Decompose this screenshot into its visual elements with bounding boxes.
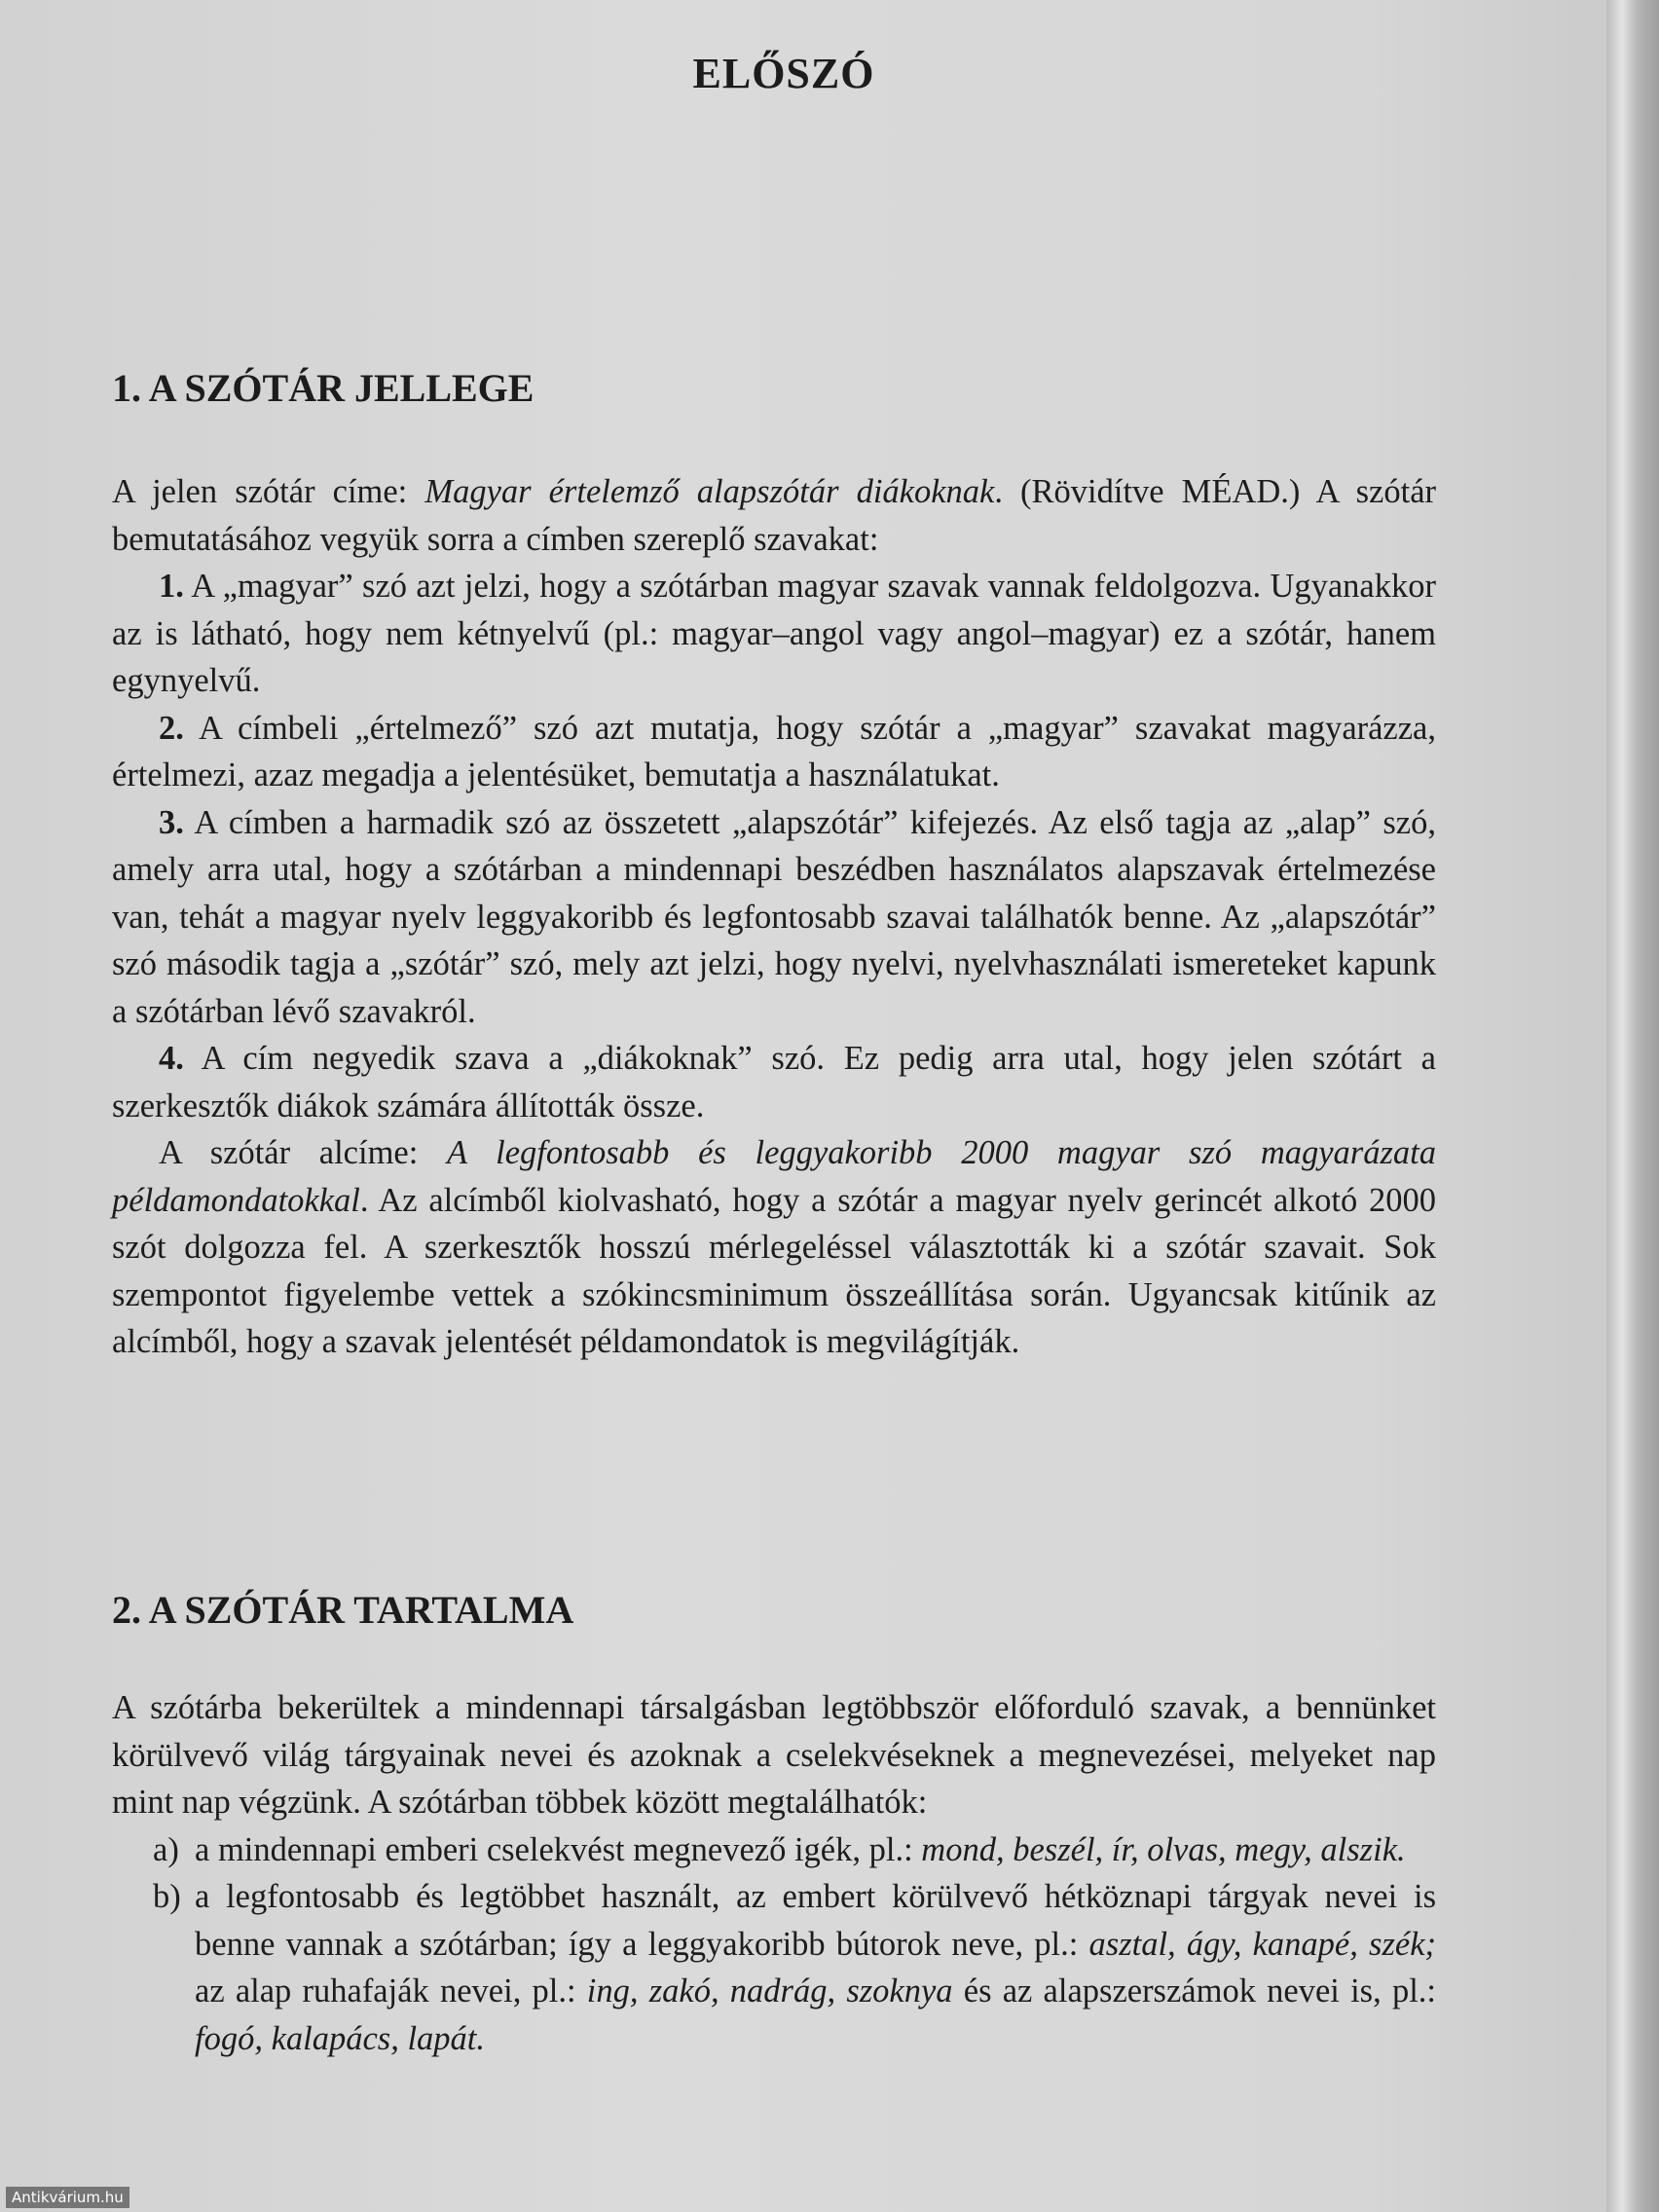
dictionary-title: Magyar értelemző alapszótár diákoknak [424,473,995,510]
section-2-heading: 2. A SZÓTÁR TARTALMA [112,1588,574,1632]
page-title: ELŐSZÓ [692,50,875,97]
point-4-paragraph: 4. A cím negyedik szava a „diákoknak” szó. Ez pedig arra utal, hogy jelen szótárt a szerkesztők diákok számára állították össze. [112,1040,1436,1124]
section-2-intro-paragraph: A szótárba bekerültek a mindennapi társalgásban legtöbbször előforduló szavak, a bennünket körülvevő világ tárgyainak nevei és azoknak a cselekvéseknek a megnevezései, melyeket nap mint nap végzünk. A szótárban többek között megtalálhatók: [112,1689,1436,1821]
page-edge [1606,0,1659,2212]
watermark: Antikvárium.hu [6,2187,129,2208]
contents-list [112,1826,1436,2063]
point-3-paragraph: 3. A címben a harmadik szó az összetett „alapszótár” kifejezés. Az első tagja az „alap” szó, amely arra utal, hogy a szótárban a mindennapi beszédben használatos alapszavak értelmezése van, tehát a magyar nyelv leggyakoribb és legfontosabb szavai találhatók benne. Az „alapszótár” szó második tagja a „szótár” szó, mely azt jelzi, hogy nyelvi, nyelvhasználati ismereteket kapunk a szótárban lévő szavakról. [112,803,1436,1030]
list-item: b) a legfontosabb és legtöbbet használt, az embert körülvevő hétköznapi tárgyak nevei is benne vannak a szótárban; így a leggyakoribb bútorok neve, pl.: asztal, ágy, kanapé, szék; az alap ruhafaják nevei, pl.: ing, zakó, nadrág, szoknya és az alapszerszámok nevei is, pl.: fogó, kalapács, lapát. [153,1878,1436,2057]
section-2-body [112,1684,1436,2062]
section-1-body [112,468,1436,1366]
subtitle-paragraph: A szótár alcíme: A legfontosabb és leggyakoribb 2000 magyar szó magyarázata példamondatokkal. Az alcímből kiolvasható, hogy a szótár a magyar nyelv gerincét alkotó 2000 szót dolgozza fel. A szerkesztők hosszú mérlegeléssel választották ki a szótár szavait. Sok szempontot figyelembe vettek a szókincsminimum összeállítása során. Ugyancsak kitűnik az alcímből, hogy a szavak jelentését példamondatok is megvilágítják. [112,1134,1436,1360]
dictionary-subtitle: A legfontosabb és leggyakoribb 2000 magyar szó magyarázata példamondatokkal [112,1134,1436,1219]
list-item: a) a mindennapi emberi cselekvést megnevező igék, pl.: mond, beszél, ír, olvas, megy, alszik. [153,1830,1406,1868]
section-1-heading: 1. A SZÓTÁR JELLEGE [112,366,535,410]
point-2-paragraph: 2. A címbeli „értelmező” szó azt mutatja, hogy szótár a „magyar” szavakat magyarázza, értelmezi, azaz megadja a jelentésüket, bemutatja a használatukat. [112,709,1436,793]
section-1-intro-paragraph: A jelen szótár címe: Magyar értelemző alapszótár diákoknak. (Rövidítve MÉAD.) A szótár bemutatásához vegyük sorra a címben szereplő szavakat: [112,473,1436,558]
point-1-paragraph: 1. A „magyar” szó azt jelzi, hogy a szótárban magyar szavak vannak feldolgozva. Ugyanakkor az is látható, hogy nem kétnyelvű (pl.: magyar–angol vagy angol–magyar) ez a szótár, hanem egynyelvű. [112,568,1436,699]
